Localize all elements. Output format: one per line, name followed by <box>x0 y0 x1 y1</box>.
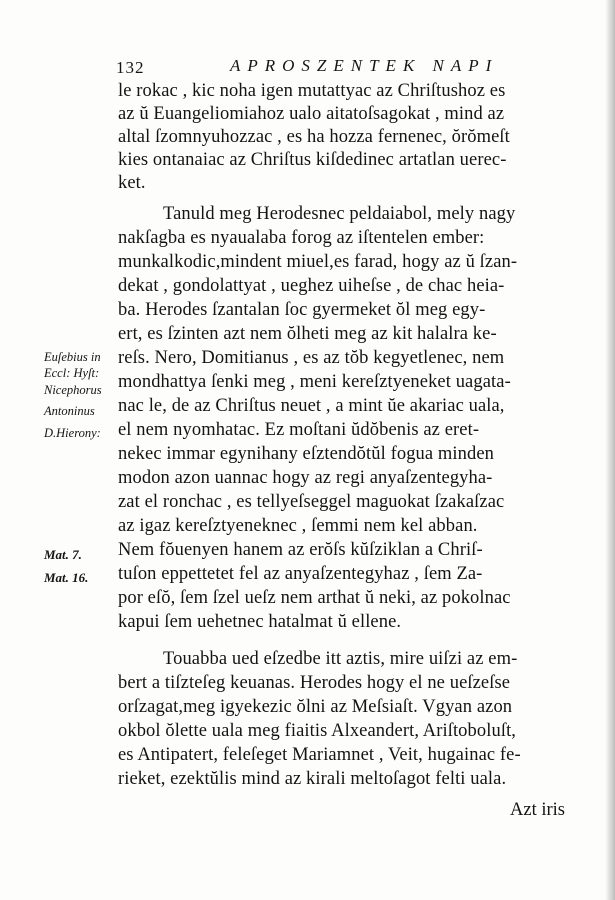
text-line: ba. Herodes ſzantalan ſoc gyermeket ŏl meg egy- <box>118 300 486 320</box>
text-line: reſs. Nero, Domitianus , es az tŏb kegyetlenec, nem <box>118 348 505 368</box>
text-line: kies ontanaiac az Chriſtus kiſdedinec artatlan uerec- <box>118 150 507 170</box>
text-line: okbol ŏlette uala meg fiaitis Alxeandert, Ariſtoboluſt, <box>118 721 517 741</box>
text-line: le rokac , kic noha igen mutattyac az Chriſtushoz es <box>118 81 506 101</box>
text-line: Nem fŏuenyen hanem az erŏſs kŭſziklan a Chriſ- <box>118 540 483 560</box>
text-line: az igaz kereſztyeneknec , ſemmi nem kel abban. <box>118 516 478 536</box>
text-line: el nem nyomhatac. Ez moſtani ŭdŏbenis az eret- <box>118 420 480 440</box>
text-line: ket. <box>118 173 146 193</box>
text-line: Touabba ued eſzedbe itt aztis, mire uiſzi az em- <box>163 649 518 669</box>
text-line: orſzagat,meg igyekezic ŏlni az Meſsiaſt. Vgyan azon <box>118 697 513 717</box>
text-line: tuſon eppettetet fel az anyaſzentegyhaz , ſem Za- <box>118 564 483 584</box>
page-edge-shadow <box>605 0 615 900</box>
text-line: mondhattya ſenki meg , meni kereſztyeneket uagata- <box>118 372 511 392</box>
text-line: munkalkodic,mindent miuel,es farad, hogy az ŭ ſzan- <box>118 252 518 272</box>
margin-note: Mat. 7. <box>44 547 82 562</box>
page-number: 132 <box>116 58 145 77</box>
running-head: APROSZENTEK NAPI <box>230 56 499 75</box>
text-line: zat el ronchac , es tellyeſseggel maguokat ſzakaſzac <box>118 492 505 512</box>
text-line: az ŭ Euangeliomiahoz ualo aitatoſsagokat , mind az <box>118 104 505 124</box>
text-line: dekat , gondolattyat , ueghez uiheſse , de chac heia- <box>118 276 505 296</box>
margin-note: Euſebius in <box>44 350 101 364</box>
text-line: por eſŏ, ſem ſzel ueſz nem arthat ŭ neki, az pokolnac <box>118 588 511 608</box>
margin-note: Eccl: Hyſt: <box>44 366 100 380</box>
text-line: altal ſzomnyuhozzac , es ha hozza fernenec, ŏrŏmeſt <box>118 127 510 147</box>
margin-note: Mat. 16. <box>44 570 89 585</box>
text-line: es Antipatert, feleſeget Mariamnet , Veit, hugainac fe- <box>118 745 521 765</box>
text-line: modon azon uannac hogy az regi anyaſzentegyha- <box>118 468 493 488</box>
text-line: Tanuld meg Herodesnec peldaiabol, mely nagy <box>163 204 516 224</box>
text-line: ert, es ſzinten azt nem ŏlheti meg az kit halalra ke- <box>118 324 497 344</box>
catchword: Azt iris <box>510 800 565 820</box>
margin-note: Antoninus <box>44 404 95 418</box>
text-line: nakſagba es nyaualaba forog az iſtentelen ember: <box>118 228 485 248</box>
text-line: nekec immar egynihany eſztendŏtŭl fogua minden <box>118 444 495 464</box>
text-line: rieket, ezektŭlis mind az kirali meltoſagot felti uala. <box>118 769 507 789</box>
margin-note: D.Hierony: <box>44 426 101 440</box>
text-line: nac le, de az Chriſtus neuet , a mint ŭe akariac uala, <box>118 396 505 416</box>
margin-note: Nicephorus <box>44 383 102 397</box>
text-line: bert a tiſzteſeg keuanas. Herodes hogy el ne ueſzeſse <box>118 673 511 693</box>
text-line: kapui ſem uehetnec hatalmat ŭ ellene. <box>118 612 402 632</box>
